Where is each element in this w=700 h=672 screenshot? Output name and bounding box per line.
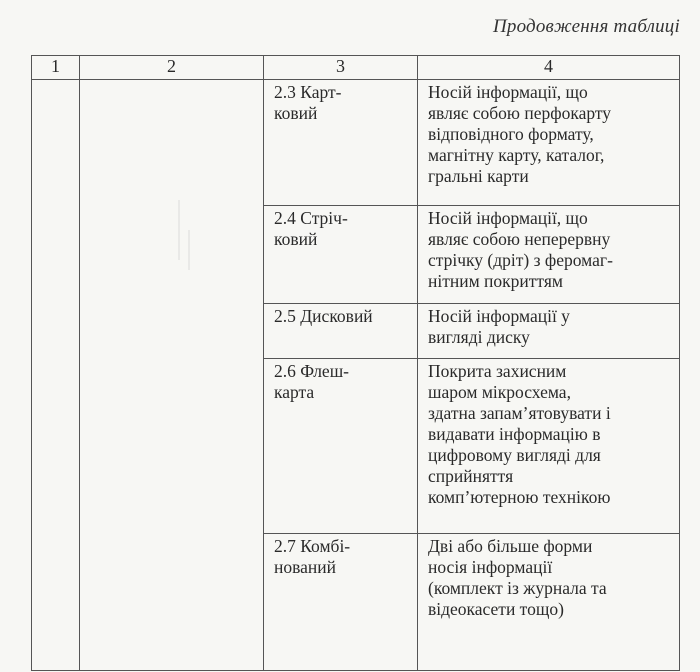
table-header-row [32,56,680,80]
carrier-type-cell: 2.5 Дисковий [264,304,418,359]
column-2-cell [80,80,264,671]
carrier-description-cell: Носій інформації, що являє собою неперервну стрічку (дріт) з феромаг- нітним покриттям [418,206,680,304]
table-continuation-caption: Продовження таблиці [492,16,680,37]
column-header-1: 1 [32,56,80,80]
column-header-3: 3 [264,56,418,80]
carrier-description-cell: Носій інформації у вигляді диску [418,304,680,359]
carrier-description-cell: Носій інформації, що являє собою перфокарту відповідного формату, магнітну карту, каталог, гральні карти [418,80,680,206]
continuation-table [31,55,680,671]
carrier-type-cell: 2.4 Стріч- ковий [264,206,418,304]
column-header-4: 4 [418,56,680,80]
table-row [32,80,680,206]
carrier-description-cell: Дві або більше форми носія інформації (комплект із журнала та відеокасети тощо) [418,534,680,671]
column-1-cell [32,80,80,671]
column-header-2: 2 [80,56,264,80]
carrier-type-cell: 2.6 Флеш- карта [264,359,418,534]
carrier-type-cell: 2.3 Карт- ковий [264,80,418,206]
carrier-type-cell: 2.7 Комбі- нований [264,534,418,671]
carrier-description-cell: Покрита захисним шаром мікросхема, здатна запам’ятовувати і видавати інформацію в цифровому вигляді для сприйняття комп’ютерною технікою [418,359,680,534]
